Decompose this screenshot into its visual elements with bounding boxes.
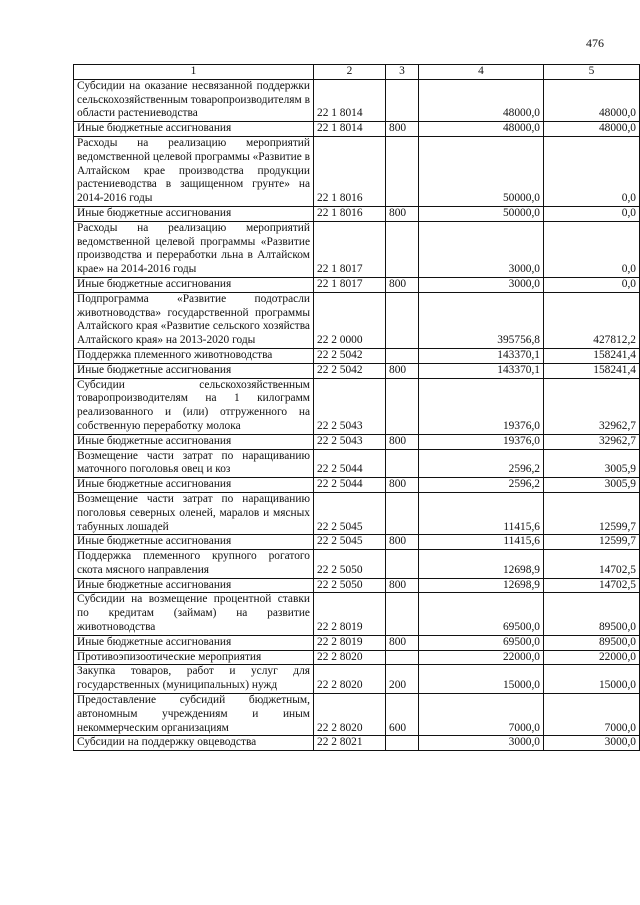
target-code-cell: 22 2 5042 xyxy=(314,363,386,378)
table-row xyxy=(74,478,640,493)
amount-year2-cell: 158241,4 xyxy=(544,363,640,378)
expense-type-cell: 800 xyxy=(386,535,419,550)
column-header: 4 xyxy=(419,65,544,80)
item-name-cell: Иные бюджетные ассигнования xyxy=(74,434,314,449)
target-code-cell: 22 2 5044 xyxy=(314,449,386,478)
table-row xyxy=(74,492,640,534)
expense-type-cell xyxy=(386,221,419,277)
target-code-cell: 22 1 8017 xyxy=(314,277,386,292)
expense-type-cell xyxy=(386,292,419,348)
amount-year2-cell: 32962,7 xyxy=(544,434,640,449)
amount-year2-cell: 15000,0 xyxy=(544,665,640,694)
item-name-cell: Иные бюджетные ассигнования xyxy=(74,478,314,493)
amount-year1-cell: 12698,9 xyxy=(419,550,544,579)
page-number: 476 xyxy=(586,36,604,50)
amount-year1-cell: 19376,0 xyxy=(419,378,544,434)
amount-year2-cell: 3000,0 xyxy=(544,736,640,751)
amount-year2-cell: 89500,0 xyxy=(544,635,640,650)
target-code-cell: 22 2 8020 xyxy=(314,650,386,665)
expense-type-cell xyxy=(386,736,419,751)
amount-year1-cell: 3000,0 xyxy=(419,277,544,292)
expense-type-cell xyxy=(386,348,419,363)
item-name-cell: Предоставление субсидий бюджетным, автономным учреждениям и иным некоммерческим организациям xyxy=(74,694,314,736)
target-code-cell: 22 1 8017 xyxy=(314,221,386,277)
amount-year2-cell: 158241,4 xyxy=(544,348,640,363)
item-name-cell: Подпрограмма «Развитие подотрасли животноводства» государственной программы Алтайского края «Развитие сельского хозяйства Алтайского края» на 2013-2020 годы xyxy=(74,292,314,348)
amount-year1-cell: 22000,0 xyxy=(419,650,544,665)
column-header: 5 xyxy=(544,65,640,80)
amount-year2-cell: 3005,9 xyxy=(544,478,640,493)
amount-year2-cell: 32962,7 xyxy=(544,378,640,434)
amount-year2-cell: 7000,0 xyxy=(544,694,640,736)
expense-type-cell xyxy=(386,593,419,635)
item-name-cell: Субсидии на поддержку овцеводства xyxy=(74,736,314,751)
expense-type-cell: 800 xyxy=(386,635,419,650)
item-name-cell: Поддержка племенного животноводства xyxy=(74,348,314,363)
column-header: 2 xyxy=(314,65,386,80)
amount-year1-cell: 15000,0 xyxy=(419,665,544,694)
target-code-cell: 22 2 8020 xyxy=(314,694,386,736)
amount-year1-cell: 143370,1 xyxy=(419,348,544,363)
amount-year2-cell: 14702,5 xyxy=(544,550,640,579)
expense-type-cell: 800 xyxy=(386,122,419,137)
expense-type-cell: 800 xyxy=(386,434,419,449)
expense-type-cell xyxy=(386,650,419,665)
expense-type-cell xyxy=(386,550,419,579)
amount-year1-cell: 2596,2 xyxy=(419,478,544,493)
item-name-cell: Возмещение части затрат по наращиванию маточного поголовья овец и коз xyxy=(74,449,314,478)
amount-year2-cell: 48000,0 xyxy=(544,122,640,137)
table-row xyxy=(74,535,640,550)
amount-year2-cell: 22000,0 xyxy=(544,650,640,665)
amount-year1-cell: 19376,0 xyxy=(419,434,544,449)
target-code-cell: 22 2 5043 xyxy=(314,378,386,434)
expense-type-cell: 600 xyxy=(386,694,419,736)
table-row xyxy=(74,277,640,292)
amount-year1-cell: 12698,9 xyxy=(419,578,544,593)
table-row xyxy=(74,221,640,277)
item-name-cell: Закупка товаров, работ и услуг для государственных (муниципальных) нужд xyxy=(74,665,314,694)
target-code-cell: 22 2 5045 xyxy=(314,492,386,534)
target-code-cell: 22 1 8016 xyxy=(314,136,386,206)
amount-year2-cell: 12599,7 xyxy=(544,492,640,534)
table-row xyxy=(74,650,640,665)
target-code-cell: 22 2 5042 xyxy=(314,348,386,363)
table-row xyxy=(74,292,640,348)
expense-type-cell: 800 xyxy=(386,363,419,378)
item-name-cell: Расходы на реализацию мероприятий ведомственной целевой программы «Развитие в Алтайском крае производства продукции растениеводства в защищенном грунте» на 2014-2016 годы xyxy=(74,136,314,206)
item-name-cell: Субсидии сельскохозяйственным товаропроизводителям на 1 килограмм реализованного и (или) отгруженного на собственную переработку молока xyxy=(74,378,314,434)
expense-type-cell xyxy=(386,378,419,434)
expense-type-cell: 800 xyxy=(386,578,419,593)
amount-year1-cell: 3000,0 xyxy=(419,736,544,751)
column-header: 3 xyxy=(386,65,419,80)
target-code-cell: 22 1 8014 xyxy=(314,122,386,137)
target-code-cell: 22 2 8021 xyxy=(314,736,386,751)
table-row xyxy=(74,79,640,121)
amount-year2-cell: 14702,5 xyxy=(544,578,640,593)
target-code-cell: 22 2 8019 xyxy=(314,593,386,635)
table-row xyxy=(74,665,640,694)
amount-year1-cell: 11415,6 xyxy=(419,492,544,534)
item-name-cell: Иные бюджетные ассигнования xyxy=(74,535,314,550)
table-row xyxy=(74,736,640,751)
amount-year1-cell: 3000,0 xyxy=(419,221,544,277)
item-name-cell: Иные бюджетные ассигнования xyxy=(74,363,314,378)
item-name-cell: Субсидии на возмещение процентной ставки по кредитам (займам) на развитие животноводства xyxy=(74,593,314,635)
target-code-cell: 22 2 0000 xyxy=(314,292,386,348)
amount-year2-cell: 0,0 xyxy=(544,136,640,206)
expense-type-cell xyxy=(386,79,419,121)
amount-year2-cell: 0,0 xyxy=(544,221,640,277)
amount-year1-cell: 48000,0 xyxy=(419,122,544,137)
column-header: 1 xyxy=(74,65,314,80)
item-name-cell: Иные бюджетные ассигнования xyxy=(74,635,314,650)
expense-type-cell xyxy=(386,449,419,478)
amount-year2-cell: 0,0 xyxy=(544,277,640,292)
expense-type-cell xyxy=(386,136,419,206)
amount-year1-cell: 50000,0 xyxy=(419,206,544,221)
item-name-cell: Поддержка племенного крупного рогатого скота мясного направления xyxy=(74,550,314,579)
target-code-cell: 22 1 8016 xyxy=(314,206,386,221)
table-row xyxy=(74,122,640,137)
table-row xyxy=(74,363,640,378)
amount-year1-cell: 7000,0 xyxy=(419,694,544,736)
table-row xyxy=(74,550,640,579)
table-row xyxy=(74,694,640,736)
amount-year1-cell: 69500,0 xyxy=(419,593,544,635)
table-header-row xyxy=(74,65,640,80)
item-name-cell: Иные бюджетные ассигнования xyxy=(74,277,314,292)
expense-type-cell: 800 xyxy=(386,277,419,292)
amount-year1-cell: 11415,6 xyxy=(419,535,544,550)
table-row xyxy=(74,578,640,593)
target-code-cell: 22 2 5050 xyxy=(314,578,386,593)
amount-year2-cell: 3005,9 xyxy=(544,449,640,478)
amount-year2-cell: 89500,0 xyxy=(544,593,640,635)
item-name-cell: Иные бюджетные ассигнования xyxy=(74,578,314,593)
amount-year1-cell: 395756,8 xyxy=(419,292,544,348)
amount-year1-cell: 143370,1 xyxy=(419,363,544,378)
item-name-cell: Противоэпизоотические мероприятия xyxy=(74,650,314,665)
table-row xyxy=(74,136,640,206)
expense-type-cell: 800 xyxy=(386,478,419,493)
table-row xyxy=(74,449,640,478)
target-code-cell: 22 2 5044 xyxy=(314,478,386,493)
target-code-cell: 22 2 5043 xyxy=(314,434,386,449)
target-code-cell: 22 2 5050 xyxy=(314,550,386,579)
target-code-cell: 22 2 5045 xyxy=(314,535,386,550)
table-row xyxy=(74,434,640,449)
expense-type-cell xyxy=(386,492,419,534)
item-name-cell: Возмещение части затрат по наращиванию поголовья северных оленей, маралов и мясных табунных лошадей xyxy=(74,492,314,534)
item-name-cell: Иные бюджетные ассигнования xyxy=(74,122,314,137)
item-name-cell: Иные бюджетные ассигнования xyxy=(74,206,314,221)
amount-year1-cell: 2596,2 xyxy=(419,449,544,478)
amount-year2-cell: 12599,7 xyxy=(544,535,640,550)
amount-year2-cell: 0,0 xyxy=(544,206,640,221)
target-code-cell: 22 2 8020 xyxy=(314,665,386,694)
table-row xyxy=(74,348,640,363)
table-row xyxy=(74,378,640,434)
item-name-cell: Расходы на реализацию мероприятий ведомственной целевой программы «Развитие производства и переработки льна в Алтайском крае» на 2014-2016 годы xyxy=(74,221,314,277)
amount-year2-cell: 48000,0 xyxy=(544,79,640,121)
expense-type-cell: 200 xyxy=(386,665,419,694)
table-row xyxy=(74,593,640,635)
table-row xyxy=(74,206,640,221)
target-code-cell: 22 2 8019 xyxy=(314,635,386,650)
budget-table xyxy=(73,64,640,751)
amount-year1-cell: 69500,0 xyxy=(419,635,544,650)
expense-type-cell: 800 xyxy=(386,206,419,221)
amount-year2-cell: 427812,2 xyxy=(544,292,640,348)
amount-year1-cell: 50000,0 xyxy=(419,136,544,206)
amount-year1-cell: 48000,0 xyxy=(419,79,544,121)
table-row xyxy=(74,635,640,650)
target-code-cell: 22 1 8014 xyxy=(314,79,386,121)
item-name-cell: Субсидии на оказание несвязанной поддержки сельскохозяйственным товаропроизводителям в области растениеводства xyxy=(74,79,314,121)
